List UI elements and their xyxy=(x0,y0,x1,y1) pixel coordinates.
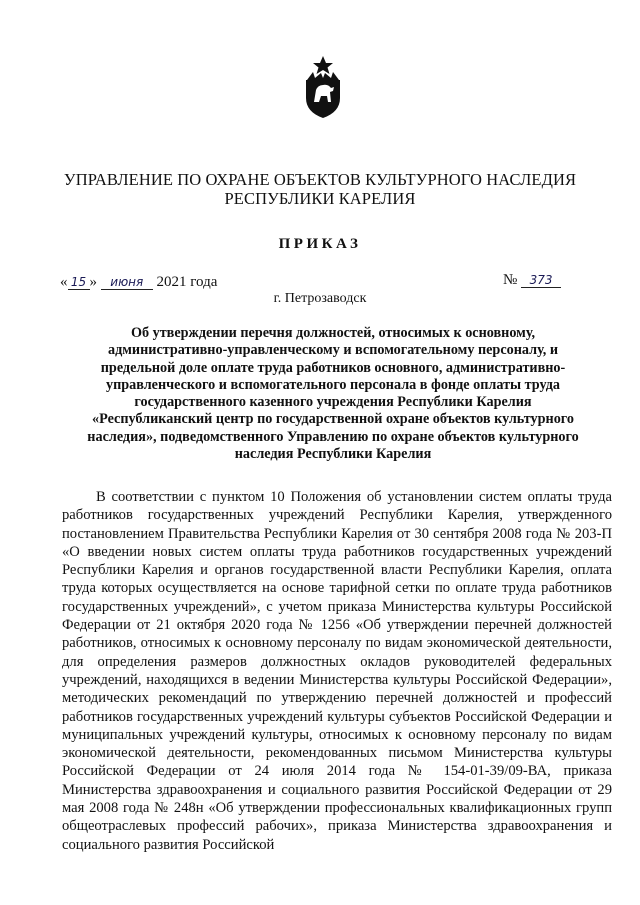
republic-of-karelia-coat-of-arms-icon xyxy=(301,54,345,120)
organization-name-line1: УПРАВЛЕНИЕ ПО ОХРАНЕ ОБЪЕКТОВ КУЛЬТУРНОГО НАСЛЕДИЯ xyxy=(63,170,577,189)
subject-line: «Республиканский центр по государственной охране объектов культурного xyxy=(92,411,574,428)
order-number-value: 373 xyxy=(521,273,561,288)
order-subject xyxy=(68,325,598,463)
organization-name-line2: РЕСПУБЛИКИ КАРЕЛИЯ xyxy=(224,189,416,208)
subject-line: Об утверждении перечня должностей, относимых к основному, xyxy=(130,325,536,341)
document-type-title: ПРИКАЗ xyxy=(278,236,362,252)
subject-line: административно-управленческому и вспомогательному персоналу, и xyxy=(107,342,559,359)
date-open-quote: « xyxy=(60,274,68,290)
date-month: июня xyxy=(101,275,153,290)
subject-line: предельной доле оплате труда работников основного, административно- xyxy=(100,359,566,376)
subject-line: государственного казенного учреждения Республики Карелия xyxy=(134,394,532,411)
issuing-city: г. Петрозаводск xyxy=(273,291,367,306)
order-date xyxy=(60,274,217,291)
date-close-quote: » xyxy=(89,274,97,290)
subject-line: наследия Республики Карелия xyxy=(234,446,432,463)
date-year: 2021 года xyxy=(156,274,218,290)
subject-line: наследия», подведомственного Управлению по охране объектов культурного xyxy=(87,428,579,445)
body-paragraph: В соответствии с пунктом 10 Положения об установлении систем оплаты труда работников государственных учреждений Республики Карелия, утвержденного постановлением Правительства Республики Карелия от 30 сентября 2008 года № 203-П «О введении новых систем оплаты труда работников государственных учреждений Республики Карелия и органов государственной власти Республики Карелия, оплата труда которых осуществляется на основе тарифной сетки по оплате труда работников государственных учреждений», с учетом приказа Министерства культуры Российской Федерации от 21 октября 2020 года № 1256 «Об утверждении перечней должностей работников, относимых к основному персоналу по видам экономической деятельности, для определения размеров должностных окладов руководителей федеральных учреждений, находящихся в ведении Министерства культуры Российской Федерации», методических рекомендаций по утверждению перечней должностей и профессий работников государственных учреждений культуры субъектов Российской Федерации и муниципальных учреждений культуры, относимых к основному персоналу по видам экономической деятельности, рекомендованных письмом Министерства культуры Российской Федерации от 24 июля 2014 года № 154-01-39/09-ВА, приказа Министерства здравоохранения и социального развития Российской Федерации от 29 мая 2008 года № 248н «Об утверждении профессиональных квалификационных групп общеотраслевых профессий рабочих», приказа Министерства здравоохранения и социального развития Российской xyxy=(62,489,612,853)
organization-name xyxy=(60,170,580,208)
order-number-label: № xyxy=(503,272,518,288)
subject-line: управленческого и вспомогательного персонала в фонде оплаты труда xyxy=(106,376,560,393)
order-number xyxy=(503,272,561,289)
date-day: 15 xyxy=(68,275,90,290)
